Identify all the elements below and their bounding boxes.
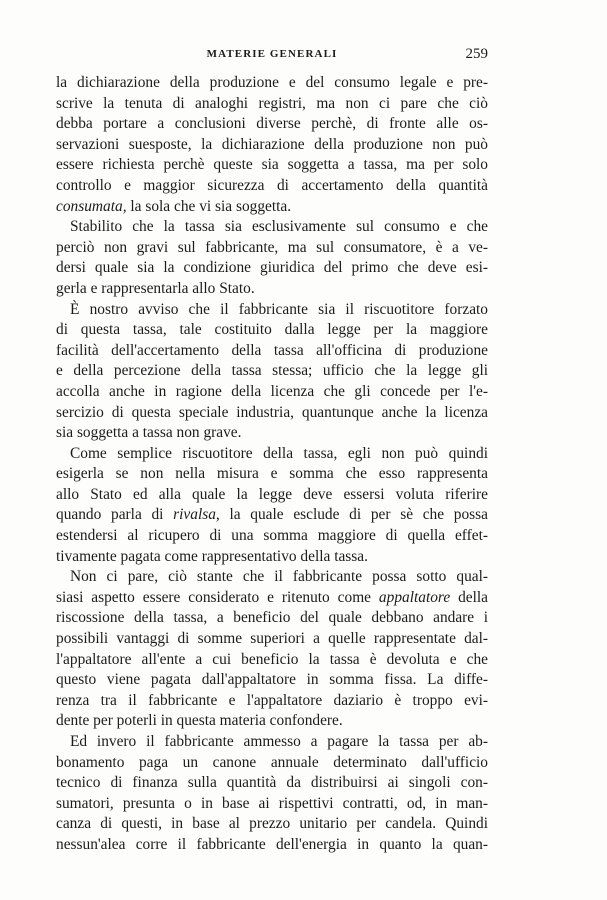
text-line [56, 73, 488, 94]
text-line [56, 670, 488, 691]
line-text: Stabilito che la tassa sia esclusivamente sul consumo e che [70, 218, 488, 236]
text-line [56, 320, 488, 341]
text-line [56, 711, 488, 732]
line-text: renza tra il fabbricante e l'appaltatore daziario è troppo evi- [56, 691, 488, 709]
line-text: sercizio di questa speciale industria, quantunque anche la licenza [56, 403, 488, 421]
line-text: la dichiarazione della produzione e del consumo legale e pre- [56, 74, 488, 91]
text-line [56, 217, 488, 238]
text-line [56, 94, 488, 115]
text-line [56, 300, 488, 321]
line-text: sia soggetta a tassa non grave. [56, 424, 242, 442]
line-text: essere richiesta perchè queste sia soggetta a tassa, ma per solo [56, 156, 488, 174]
line-text: Come semplice riscuotitore della tassa, egli non può quindi [70, 444, 488, 462]
italic-word: rivalsa, [173, 506, 220, 524]
line-text: tecnico di finanza sulla quantità da distribuirsi ai singoli con- [56, 774, 488, 792]
text-line [56, 835, 488, 856]
line-text: tivamente pagata come rappresentativo della tassa. [56, 547, 368, 565]
text-line [56, 238, 488, 259]
line-text: allo Stato ed alla quale la legge deve essersi voluta riferire [56, 485, 488, 503]
text-line [56, 629, 488, 650]
text-line [56, 403, 488, 424]
line-text: gerla e rappresentarla allo Stato. [56, 279, 255, 297]
running-head: MATERIE GENERALI [206, 48, 338, 60]
line-text: perciò non gravi sul fabbricante, ma sul consumatore, è a ve- [56, 238, 488, 256]
text-line [56, 732, 488, 753]
line-text: di questa tassa, tale costituito dalla legge per la maggiore [56, 321, 488, 339]
italic-word: appaltatore [378, 588, 451, 606]
text-line [56, 547, 488, 568]
line-text: l'appaltatore all'ente a cui beneficio la tassa è devoluta e che [56, 650, 488, 668]
text-line [56, 382, 488, 403]
text-line [56, 114, 488, 135]
text-line [56, 794, 488, 815]
line-text: della [450, 588, 488, 606]
text-line [56, 588, 488, 609]
line-text: nessun'alea corre il fabbricante dell'energia in quanto la quan- [56, 835, 488, 853]
body-text [56, 73, 488, 856]
line-text: canza di questi, in base al prezzo unitario per candela. Quindi [56, 815, 488, 833]
line-text: questo viene pagata dall'appaltatore in somma fissa. La diffe- [56, 671, 488, 689]
line-text: e della percezione della tassa stessa; ufficio che la legge gli [56, 362, 488, 380]
text-line [56, 176, 488, 197]
text-line [56, 567, 488, 588]
text-line [56, 135, 488, 156]
page-header [56, 46, 488, 68]
text-line [56, 444, 488, 465]
line-text: la quale esclude di per sè che possa [219, 506, 488, 524]
line-text: debba portare a conclusioni diverse perchè, di fronte alle os- [56, 115, 488, 133]
line-text: dente per poterli in questa materia confondere. [56, 712, 343, 730]
line-text: Ed invero il fabbricante ammesso a pagare la tassa per ab- [70, 733, 488, 750]
page-number: 259 [465, 46, 488, 62]
text-line [56, 773, 488, 794]
line-text: siasi aspetto essere considerato e ritenuto come [56, 588, 379, 606]
line-text: scrive la tenuta di analoghi registri, ma non ci pare che ciò [56, 94, 488, 112]
line-text: Non ci pare, ciò stante che il fabbricante possa sotto qual- [70, 568, 488, 586]
text-line [56, 608, 488, 629]
text-line [56, 361, 488, 382]
line-text: possibili vantaggi di somme superiori a quelle rappresentate dal- [56, 630, 488, 648]
text-line [56, 485, 488, 506]
text-line [56, 258, 488, 279]
line-text: esigerla se non nella misura e somma che esso rappresenta [56, 465, 488, 483]
text-line [56, 650, 488, 671]
line-text: servazioni suesposte, la dichiarazione della produzione non può [56, 135, 488, 153]
line-text: sumatori, presunta o in base ai rispettivi contratti, od, in man- [56, 794, 488, 812]
line-text: facilità dell'accertamento della tassa all'officina di produzione [56, 341, 488, 359]
line-text: riscossione della tassa, a beneficio del quale debbano andare i [56, 609, 488, 627]
text-line [56, 814, 488, 835]
line-text: estendersi al ricupero di una somma maggiore di quella effet- [56, 527, 488, 545]
line-text: la sola che vi sia soggetta. [126, 197, 292, 215]
text-line [56, 753, 488, 774]
line-text: quando parla di [56, 506, 174, 524]
text-line [56, 464, 488, 485]
line-text: È nostro avviso che il fabbricante sia il riscuotitore forzato [70, 300, 488, 318]
line-text: bonamento paga un canone annuale determinato dall'ufficio [56, 753, 488, 771]
text-line [56, 279, 488, 300]
text-line [56, 505, 488, 526]
text-line [56, 691, 488, 712]
text-line [56, 423, 488, 444]
text-line [56, 155, 488, 176]
line-text: accolla anche in ragione della licenza che gli concede per l'e- [56, 382, 488, 400]
text-line [56, 197, 488, 218]
text-line [56, 341, 488, 362]
line-text: controllo e maggior sicurezza di accertamento della quantità [56, 176, 488, 194]
text-line [56, 526, 488, 547]
italic-word: consumata, [56, 197, 127, 215]
line-text: dersi quale sia la condizione giuridica del primo che deve esi- [56, 259, 488, 277]
